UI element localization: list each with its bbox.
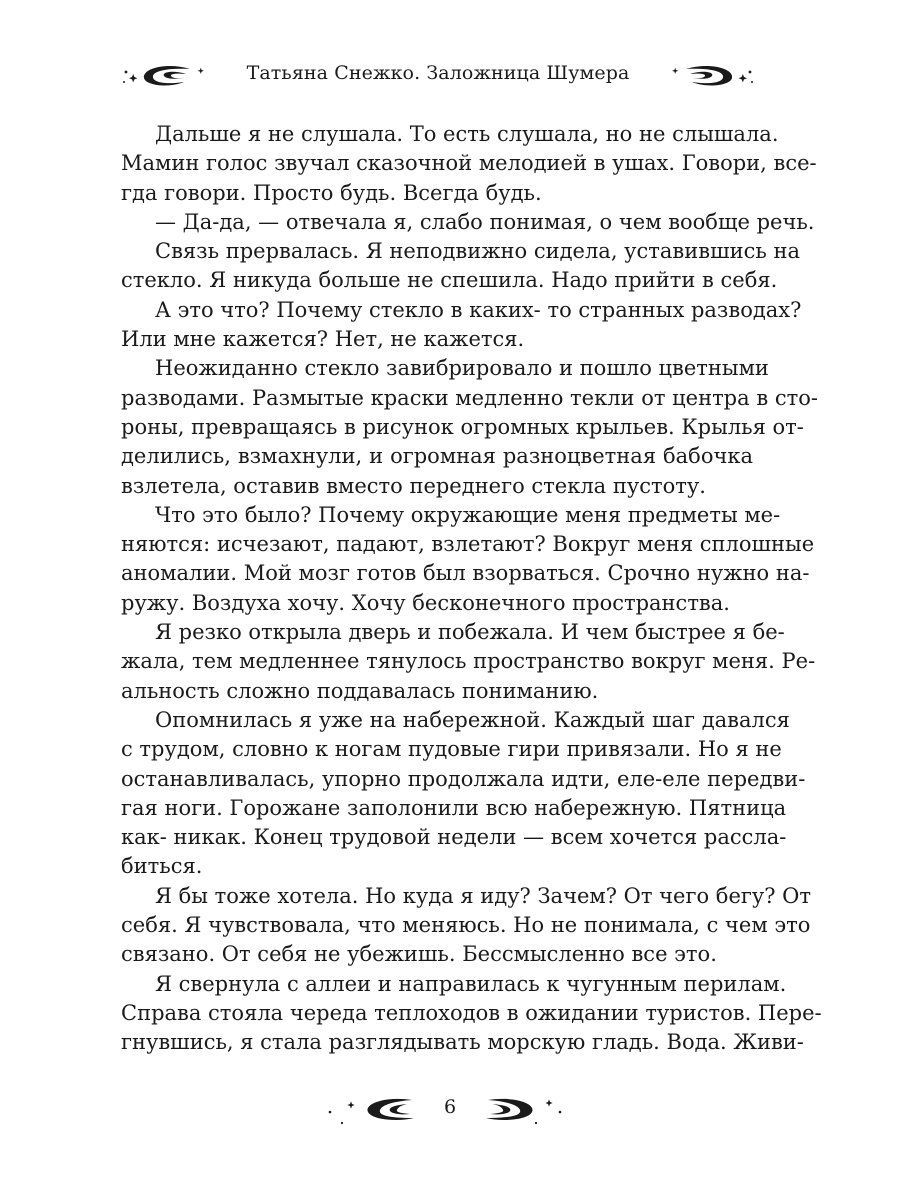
text-line: связано. От себя не убежишь. Бессмысленно все это. — [121, 942, 717, 967]
paragraph — [121, 618, 816, 706]
page-footer — [0, 1088, 900, 1132]
text-line: стекло. Я никуда больше не спешила. Надо прийти в себя. — [121, 268, 778, 293]
text-line: себя. Я чувствовала, что меняюсь. Но не понимала, с чем это — [121, 913, 811, 938]
text-line: останавливалась, упорно продолжала идти, еле-еле передви- — [121, 766, 806, 791]
text-line: как- никак. Конец трудовой недели — всем хочется рассла- — [121, 825, 787, 850]
header-title: Татьяна Снежко. Заложница Шумера — [246, 62, 630, 84]
text-line: — Да-да, — отвечала я, слабо понимая, о чем вообще речь. — [155, 209, 815, 234]
text-line: биться. — [121, 854, 203, 879]
text-line: роны, превращаясь в рисунок огромных крыльев. Крылья от- — [121, 414, 804, 439]
text-line: Я бы тоже хотела. Но куда я иду? Зачем? От чего бегу? От — [155, 883, 811, 908]
text-line: жала, тем медленнее тянулось пространство вокруг меня. Ре- — [121, 649, 816, 674]
text-line: А это что? Почему стекло в каких- то странных разводах? — [155, 297, 802, 322]
text-line: Мамин голос звучал сказочной мелодией в ушах. Говори, все- — [121, 151, 817, 176]
text-line: Я свернула с аллеи и направилась к чугунным перилам. — [155, 971, 787, 996]
text-line: Неожиданно стекло завибрировало и пошло цветными — [155, 356, 769, 381]
text-line: ружу. Воздуха хочу. Хочу бесконечного пространства. — [121, 590, 730, 615]
text-line: альность сложно поддавалась пониманию. — [121, 678, 599, 703]
text-line: делились, взмахнули, и огромная разноцветная бабочка — [121, 444, 753, 469]
text-line: Справа стояла череда теплоходов в ожидании туристов. Пере- — [121, 1000, 822, 1025]
text-line: няются: исчезают, падают, взлетают? Вокруг меня сплошные — [121, 532, 815, 557]
text-line: Что это было? Почему окружающие меня предметы ме- — [155, 502, 781, 527]
text-line: взлетела, оставив вместо переднего стекла пустоту. — [121, 473, 706, 498]
text-line: гая ноги. Горожане заполонили всю набережную. Пятница — [121, 795, 787, 820]
text-line: с трудом, словно к ногам пудовые гири привязали. Но я не — [121, 737, 782, 762]
running-header — [120, 58, 756, 94]
paragraph — [121, 237, 800, 296]
text-line: Связь прервалась. Я неподвижно сидела, уставившись на — [155, 239, 800, 264]
text-line: Опомнилась я уже на набережной. Каждый шаг давался — [155, 707, 790, 732]
paragraph — [121, 354, 818, 500]
paragraph — [121, 706, 806, 882]
text-line: гда говори. Просто будь. Всегда будь. — [121, 180, 542, 205]
paragraph — [121, 208, 815, 237]
paragraph — [121, 296, 802, 355]
body-text — [121, 120, 822, 1058]
text-line: гнувшись, я стала разглядывать морскую гладь. Вода. Живи- — [121, 1030, 804, 1055]
swirl-stars-ornament-right — [666, 58, 756, 94]
page-number: 6 — [443, 1096, 457, 1118]
paragraph — [121, 970, 822, 1058]
paragraph — [121, 120, 817, 208]
text-line: Дальше я не слушала. То есть слушала, но не слышала. — [155, 122, 779, 146]
text-line: Я резко открыла дверь и побежала. И чем быстрее я бе- — [155, 620, 785, 645]
text-line: Или мне кажется? Нет, не кажется. — [121, 327, 525, 352]
text-line: аномалии. Мой мозг готов был взорваться. Срочно нужно на- — [121, 561, 810, 586]
paragraph — [121, 501, 815, 618]
paragraph — [121, 882, 811, 970]
text-line: разводами. Размытые краски медленно текли от центра в сто- — [121, 385, 818, 410]
